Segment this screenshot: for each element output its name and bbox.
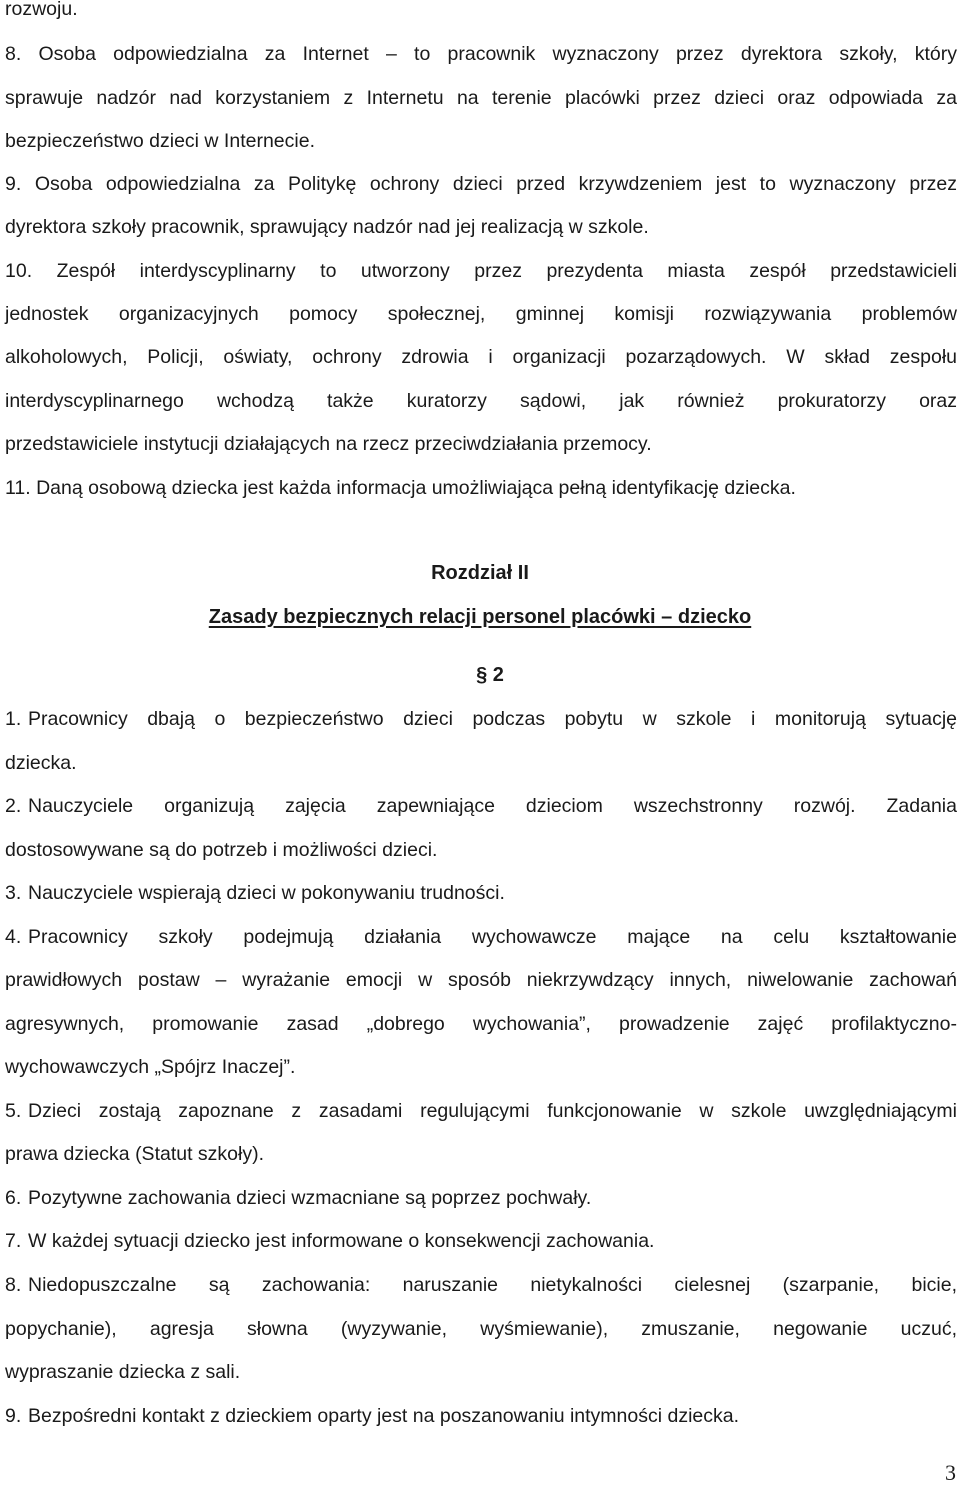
- text-line: interdyscyplinarnego wchodzą także kuratorzy sądowi, jak również prokuratorzy oraz: [5, 390, 957, 412]
- list-item-continuation: prawa dziecka (Statut szkoły).: [5, 1143, 265, 1165]
- list-item: [5, 1185, 957, 1211]
- text-line: alkoholowych, Policji, oświaty, ochrony zdrowia i organizacji pozarządowych. W skład zespołu: [5, 346, 957, 368]
- list-number: 1.: [5, 708, 22, 730]
- list-text: Nauczyciele wspierają dzieci w pokonywaniu trudności.: [28, 882, 505, 904]
- list-text: Bezpośredni kontakt z dzieckiem oparty jest na poszanowaniu intymności dziecka.: [28, 1405, 740, 1427]
- list-item-continuation: popychanie), agresja słowna (wyzywanie, wyśmiewanie), zmuszanie, negowanie uczuć,: [5, 1318, 957, 1340]
- text-line: dyrektora szkoły pracownik, sprawujący nadzór nad jej realizacją w szkole.: [5, 216, 649, 238]
- list-item-continuation: prawidłowych postaw – wyrażanie emocji w sposób niekrzywdzący innych, niwelowanie zachowań: [5, 969, 957, 991]
- list-item-continuation: dziecka.: [5, 752, 77, 774]
- text-line: rozwoju.: [5, 0, 78, 20]
- list-text: Dzieci zostają zapoznane z zasadami regulującymi funkcjonowanie w szkole uwzględniającymi: [28, 1100, 957, 1122]
- list-text: W każdej sytuacji dziecko jest informowane o konsekwencji zachowania.: [28, 1230, 655, 1252]
- list-item: [5, 706, 957, 732]
- list-number: 3.: [5, 882, 22, 904]
- text-line: przedstawiciele instytucji działających na rzecz przeciwdziałania przemocy.: [5, 433, 652, 455]
- text-line: 11. Daną osobową dziecka jest każda informacja umożliwiająca pełną identyfikację dziecka.: [5, 477, 796, 499]
- chapter-title: Rozdział II: [431, 562, 529, 584]
- text-line: 10. Zespół interdyscyplinarny to utworzony przez prezydenta miasta zespół przedstawicieli: [5, 260, 957, 282]
- list-text: Pozytywne zachowania dzieci wzmacniane są poprzez pochwały.: [28, 1187, 592, 1209]
- list-number: 4.: [5, 926, 22, 948]
- list-number: 6.: [5, 1187, 22, 1209]
- text-line: sprawuje nadzór nad korzystaniem z Internetu na terenie placówki przez dzieci oraz odpowiada za: [5, 87, 957, 109]
- chapter-subtitle: [0, 604, 960, 630]
- list-text: Niedopuszczalne są zachowania: naruszanie nietykalności cielesnej (szarpanie, bicie,: [28, 1274, 957, 1296]
- list-item-continuation: dostosowywane są do potrzeb i możliwości dzieci.: [5, 839, 438, 861]
- list-text: Pracownicy szkoły podejmują działania wychowawcze mające na celu kształtowanie: [28, 926, 957, 948]
- list-item: [5, 924, 957, 950]
- list-number: 7.: [5, 1230, 22, 1252]
- text-line: bezpieczeństwo dzieci w Internecie.: [5, 130, 315, 152]
- list-item: [5, 793, 957, 819]
- list-item: [5, 1098, 957, 1124]
- list-item: [5, 1272, 957, 1298]
- list-item-continuation: wypraszanie dziecka z sali.: [5, 1361, 241, 1383]
- text-line: 9. Osoba odpowiedzialna za Politykę ochrony dzieci przed krzywdzeniem jest to wyznaczony przez: [5, 173, 957, 195]
- list-number: 5.: [5, 1100, 22, 1122]
- list-item: [5, 1228, 957, 1254]
- chapter-subtitle-text: Zasady bezpiecznych relacji personel placówki – dziecko: [208, 606, 752, 628]
- list-item-continuation: agresywnych, promowanie zasad „dobrego wychowania”, prowadzenie zajęć profilaktyczno-: [5, 1013, 957, 1035]
- list-text: Pracownicy dbają o bezpieczeństwo dzieci podczas pobytu w szkole i monitorują sytuację: [28, 708, 957, 730]
- list-item: [5, 880, 957, 906]
- list-item-continuation: wychowawczych „Spójrz Inaczej”.: [5, 1056, 296, 1078]
- list-item: [5, 1403, 957, 1429]
- list-number: 9.: [5, 1405, 22, 1427]
- page-number: 3: [945, 1460, 956, 1485]
- list-number: 8.: [5, 1274, 22, 1296]
- text-line: jednostek organizacyjnych pomocy społecznej, gminnej komisji rozwiązywania problemów: [5, 303, 957, 325]
- list-number: 2.: [5, 795, 22, 817]
- text-line: 8. Osoba odpowiedzialna za Internet – to pracownik wyznaczony przez dyrektora szkoły, który: [5, 43, 957, 65]
- section-mark: § 2: [476, 664, 504, 686]
- list-text: Nauczyciele organizują zajęcia zapewniające dzieciom wszechstronny rozwój. Zadania: [28, 795, 957, 817]
